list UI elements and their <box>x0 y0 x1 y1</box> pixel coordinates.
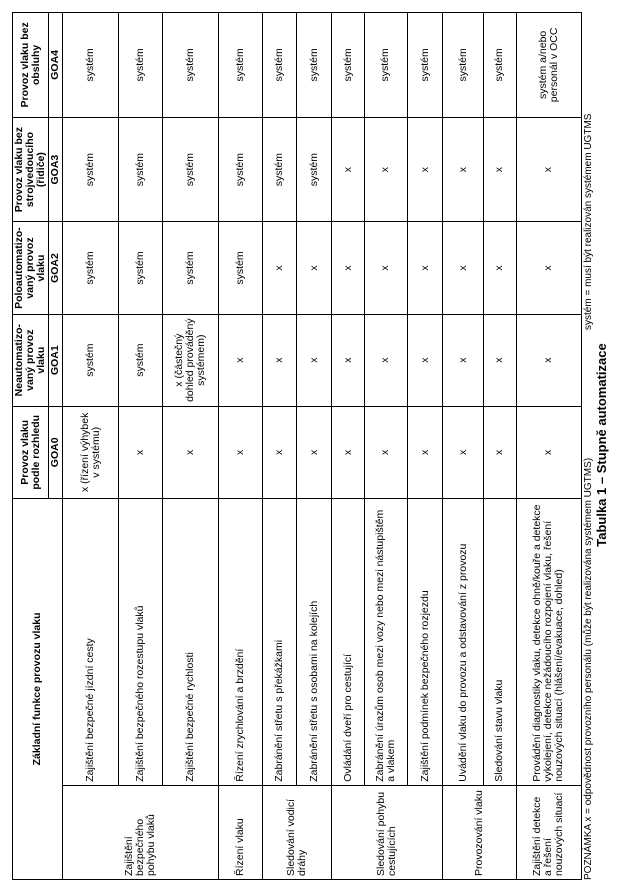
goa-value: x <box>484 117 517 222</box>
note-right: systém = musí být realizován systémem UGTMS <box>583 113 594 330</box>
table-row <box>484 13 517 880</box>
goa-value: x <box>408 406 443 498</box>
goa-value: x <box>442 314 483 406</box>
function-name: Zajištění bezpečné rychlosti <box>162 498 218 785</box>
goa-value: x <box>484 222 517 314</box>
function-group: Provozování vlaku <box>442 785 516 879</box>
goa-value: systém <box>262 13 297 118</box>
goa-value: systém <box>219 222 262 314</box>
goa-value: x <box>484 406 517 498</box>
goa-value: systém <box>297 13 332 118</box>
goa-value: systém a/nebo personál v OCC <box>516 13 581 118</box>
goa-value: x <box>297 406 332 498</box>
goa-value: systém <box>332 13 365 118</box>
goa-value: x <box>408 117 443 222</box>
column-header-goa3: Provoz vlaku bez strojvedoucího (řidiče) <box>13 117 49 222</box>
function-group: Zajištění bezpečného pohybu vlaků <box>63 785 219 879</box>
goa-value: x (částečný dohled prováděný systémem) <box>162 314 218 406</box>
goa-value: systém <box>63 117 119 222</box>
goa-value: systém <box>119 117 162 222</box>
function-name: Zajištění podmínek bezpečného rozjezdu <box>408 498 443 785</box>
goa-value: x <box>262 222 297 314</box>
goa-value: x <box>408 222 443 314</box>
goa-value: x <box>516 406 581 498</box>
goa-value: x <box>408 314 443 406</box>
functions-header: Základní funkce provozu vlaku <box>13 498 63 879</box>
table-row <box>219 13 262 880</box>
table-title: Tabulka 1 – Stupně automatizace <box>594 343 609 547</box>
note-left: POZNÁMKA x = odpovědnost provozního personálu (může být realizována systémem UGTMS) <box>583 457 594 880</box>
goa-value: systém <box>219 13 262 118</box>
goa-value: x <box>516 314 581 406</box>
goa-value: x <box>484 314 517 406</box>
function-name: Zajištění bezpečné jízdní cesty <box>63 498 119 785</box>
goa-code: GOA0 <box>49 406 63 498</box>
goa-value: systém <box>162 222 218 314</box>
column-header-goa2: Poloautomatizo-vaný provoz vlaku <box>13 222 49 314</box>
goa-value: x <box>262 406 297 498</box>
goa-value: systém <box>297 117 332 222</box>
goa-value: x <box>364 314 407 406</box>
goa-value: systém <box>162 117 218 222</box>
goa-value: systém <box>262 117 297 222</box>
goa-value: x <box>364 222 407 314</box>
function-name: Ovládání dveří pro cestující <box>332 498 365 785</box>
goa-value: x <box>332 222 365 314</box>
table-row <box>442 13 483 880</box>
function-group: Sledování vodicí dráhy <box>262 785 331 879</box>
function-name: Sledování stavu vlaku <box>484 498 517 785</box>
goa-value: x <box>219 406 262 498</box>
column-header-goa4: Provoz vlaku bez obsluhy <box>13 13 49 118</box>
table-row <box>63 13 119 880</box>
goa-value: systém <box>364 13 407 118</box>
goa-value: x <box>516 222 581 314</box>
goa-value: x <box>262 314 297 406</box>
function-name: Zabránění úrazům osob mezi vozy nebo mezi nástupištěm a vlakem <box>364 498 407 785</box>
goa-value: x <box>119 406 162 498</box>
goa-value: x <box>332 314 365 406</box>
table-row <box>332 13 365 880</box>
goa-code: GOA2 <box>49 222 63 314</box>
goa-value: x <box>364 117 407 222</box>
function-name: Řízení zrychlování a brzdění <box>219 498 262 785</box>
function-name: Zabránění střetu s překážkami <box>262 498 297 785</box>
goa-code: GOA3 <box>49 117 63 222</box>
table-row <box>162 13 218 880</box>
function-name: Provádění diagnostiky vlaku, detekce ohně/kouře a detekce vykolejení, detekce nežádoucího rozpojení vlaku, řešení nouzových situací (hlášení/evakuace, dohled) <box>516 498 581 785</box>
column-header-goa1: Neautomatizo-vaný provoz vlaku <box>13 314 49 406</box>
goa-value: systém <box>162 13 218 118</box>
automation-grades-table <box>12 12 582 880</box>
goa-value: systém <box>63 222 119 314</box>
table-row <box>297 13 332 880</box>
goa-value: x <box>332 406 365 498</box>
function-name: Zajištění bezpečného rozestupu vlaků <box>119 498 162 785</box>
function-group: Řízení vlaku <box>219 785 262 879</box>
table-row <box>408 13 443 880</box>
column-header-goa0: Provoz vlaku podle rozhledu <box>13 406 49 498</box>
function-group: Zajištění detekce a řešení nouzových situací <box>516 785 581 879</box>
goa-value: x <box>297 314 332 406</box>
goa-value: x <box>364 406 407 498</box>
goa-value: x <box>442 222 483 314</box>
table-row <box>119 13 162 880</box>
goa-value: systém <box>442 13 483 118</box>
table-row <box>262 13 297 880</box>
goa-value: systém <box>63 314 119 406</box>
goa-value: systém <box>408 13 443 118</box>
header-row <box>13 13 49 880</box>
goa-value: systém <box>119 314 162 406</box>
goa-value: x (řízení výhybek v systému) <box>63 406 119 498</box>
function-group: Sledování pohybu cestujících <box>332 785 443 879</box>
goa-value: x <box>219 314 262 406</box>
goa-value: systém <box>219 117 262 222</box>
goa-value: systém <box>119 222 162 314</box>
goa-value: x <box>332 117 365 222</box>
table-row <box>364 13 407 880</box>
goa-code: GOA4 <box>49 13 63 118</box>
function-name: Zabránění střetu s osobami na kolejích <box>297 498 332 785</box>
goa-code: GOA1 <box>49 314 63 406</box>
goa-value: x <box>516 117 581 222</box>
goa-value: x <box>442 406 483 498</box>
goa-value: systém <box>484 13 517 118</box>
table-body <box>63 13 582 880</box>
table-row <box>516 13 581 880</box>
goa-value: x <box>297 222 332 314</box>
goa-value: x <box>162 406 218 498</box>
goa-value: systém <box>63 13 119 118</box>
goa-value: systém <box>119 13 162 118</box>
goa-value: x <box>442 117 483 222</box>
function-name: Uvádění vlaku do provozu a odstavování z provozu <box>442 498 483 785</box>
